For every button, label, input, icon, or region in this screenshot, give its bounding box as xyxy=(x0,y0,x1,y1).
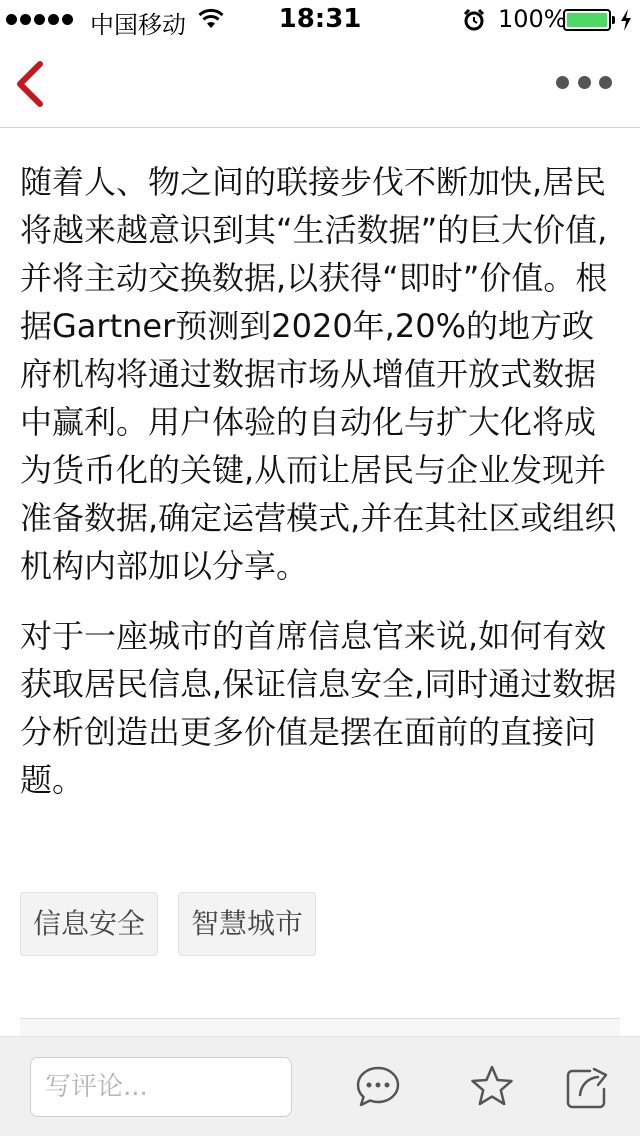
charging-bolt-icon xyxy=(620,9,632,31)
nav-bar xyxy=(0,40,640,128)
status-bar xyxy=(0,0,640,40)
star-icon xyxy=(468,1063,516,1111)
tag-information-security[interactable]: 信息安全 xyxy=(20,892,158,956)
clock-time: 18:31 xyxy=(278,4,362,34)
bottom-toolbar xyxy=(0,1036,640,1136)
comment-icon xyxy=(354,1063,402,1111)
battery-icon xyxy=(563,9,611,31)
back-button[interactable] xyxy=(10,60,54,108)
battery-percent: 100% xyxy=(498,5,567,33)
more-dot-icon xyxy=(599,76,612,89)
more-button[interactable] xyxy=(556,68,612,96)
more-dot-icon xyxy=(556,76,569,89)
chevron-left-icon xyxy=(10,60,54,108)
favorite-button[interactable] xyxy=(468,1063,516,1111)
share-icon xyxy=(564,1063,612,1111)
article-paragraph: 对于一座城市的首席信息官来说,如何有效获取居民信息,保证信息安全,同时通过数据分析创造出更多价值是摆在面前的直接问题。 xyxy=(20,617,617,799)
tag-smart-city[interactable]: 智慧城市 xyxy=(178,892,316,956)
comment-button[interactable] xyxy=(354,1063,402,1111)
article-body xyxy=(20,158,620,804)
comment-input[interactable] xyxy=(30,1057,292,1117)
carrier-name: 中国移动 xyxy=(90,11,186,39)
alarm-clock-icon xyxy=(462,8,486,32)
article-paragraph: 随着人、物之间的联接步伐不断加快,居民将越来越意识到其“生活数据”的巨大价值,并将主动交换数据,以获得“即时”价值。根据Gartner预测到2020年,20%的地方政府机构将通过数据市场从增值开放式数据中赢利。用户体验的自动化与扩大化将成为货币化的关键,从而让居民与企业发现并准备数据,确定运营模式,并在其社区或组织机构内部加以分享。 xyxy=(20,163,617,585)
more-dot-icon xyxy=(578,76,591,89)
tag-list xyxy=(20,892,316,956)
share-button[interactable] xyxy=(564,1063,612,1111)
